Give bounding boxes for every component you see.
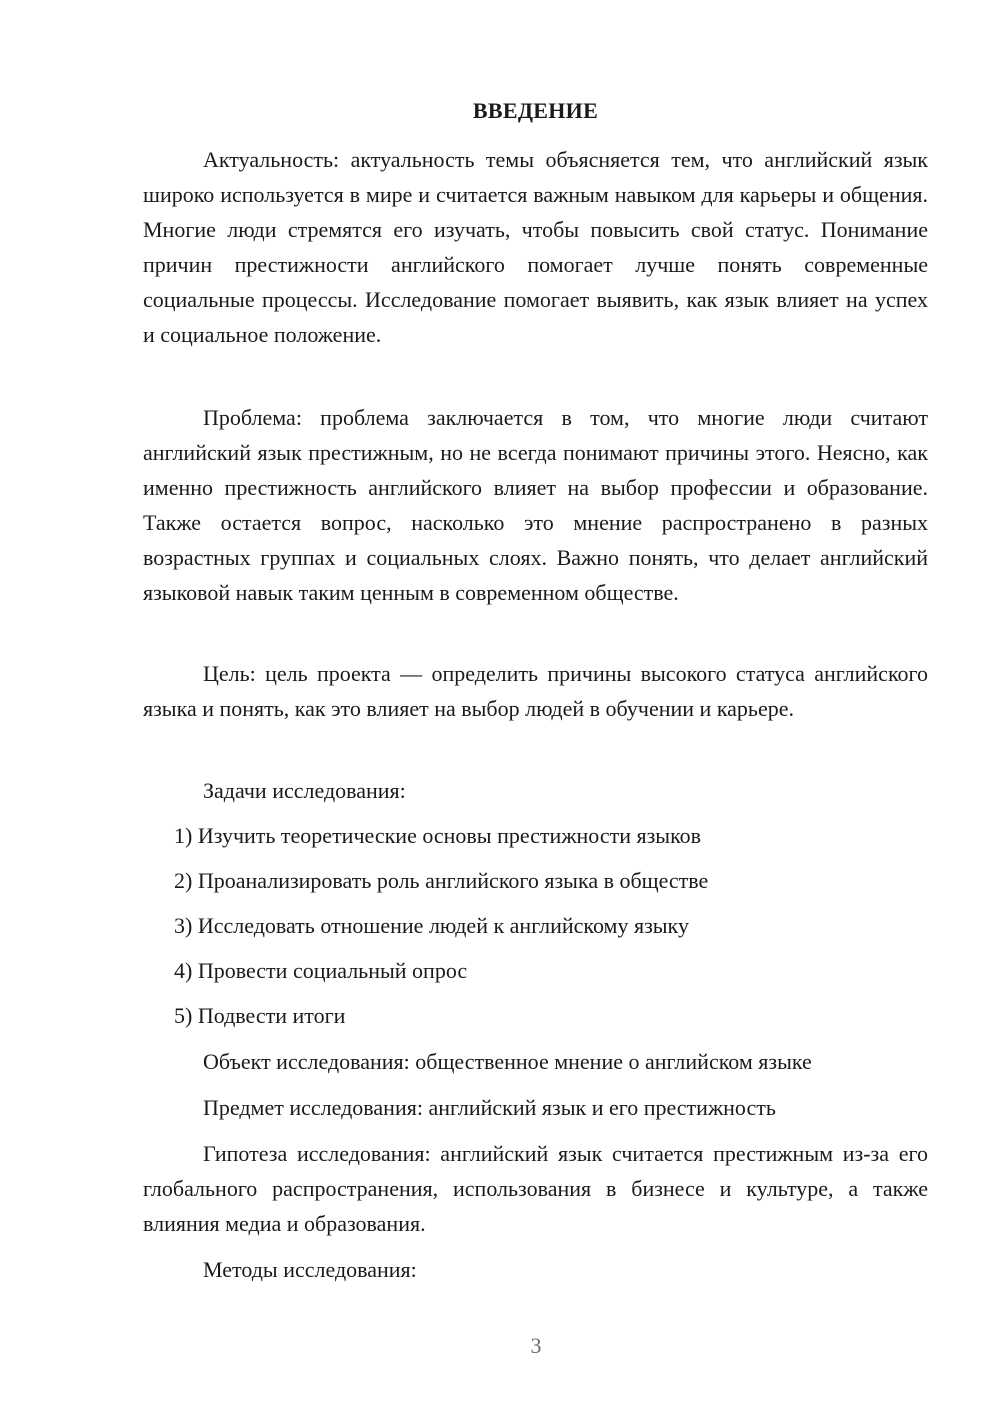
research-object: Объект исследования: общественное мнение о английском языке xyxy=(203,1049,812,1074)
section-heading: ВВЕДЕНИЕ xyxy=(472,98,599,123)
paragraph-problem: Проблема: проблема заключается в том, что многие люди считают английский язык престижным, но не всегда понимают причины этого. Неясно, как именно престижность английского влияет на выбор профессии и образование. Также остается вопрос, насколько это мнение распространено в разных возрастных группах и социальных слоях. Важно понять, что делает английский языковой навык таким ценным в современном обществе. xyxy=(143,405,928,605)
research-subject: Предмет исследования: английский язык и его престижность xyxy=(203,1095,776,1120)
research-hypothesis: Гипотеза исследования: английский язык считается престижным из-за его глобального распространения, использования в бизнесе и культуре, а также влияния медиа и образования. xyxy=(143,1141,928,1236)
page-number: 3 xyxy=(530,1333,542,1358)
task-item-4: 4) Провести социальный опрос xyxy=(174,958,468,983)
task-item-5: 5) Подвести итоги xyxy=(174,1003,346,1028)
task-item-3: 3) Исследовать отношение людей к английскому языку xyxy=(174,913,689,938)
paragraph-goal: Цель: цель проекта — определить причины высокого статуса английского языка и понять, как это влияет на выбор людей в обучении и карьере. xyxy=(143,661,928,721)
tasks-heading: Задачи исследования: xyxy=(203,778,406,803)
methods-heading: Методы исследования: xyxy=(203,1257,417,1282)
paragraph-relevance: Актуальность: актуальность темы объясняется тем, что английский язык широко используется в мире и считается важным навыком для карьеры и общения. Многие люди стремятся его изучать, чтобы повысить свой статус. Понимание причин престижности английского помогает лучше понять современные социальные процессы. Исследование помогает выявить, как язык влияет на успех и социальное положение. xyxy=(143,147,928,347)
task-item-2: 2) Проанализировать роль английского языка в обществе xyxy=(174,868,709,893)
task-item-1: 1) Изучить теоретические основы престижности языков xyxy=(174,823,702,848)
